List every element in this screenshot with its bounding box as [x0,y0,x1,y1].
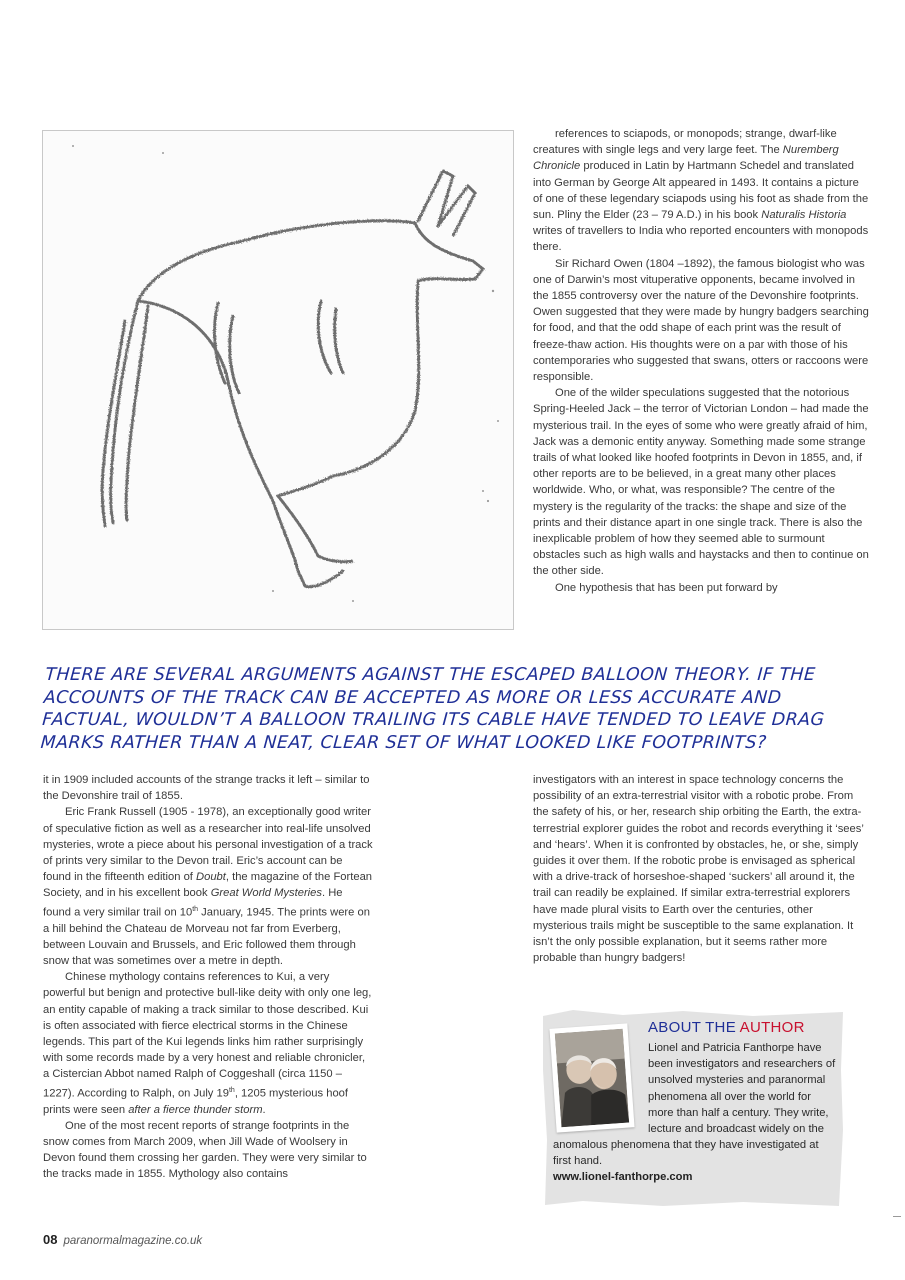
text-run: Naturalis Historia [761,209,847,222]
article-paragraph [43,969,373,1118]
text-run: Great World Mysteries [210,887,322,900]
article-paragraph [43,772,373,804]
article-paragraph [43,804,373,969]
text-run: Doubt [196,871,226,884]
heading-part1: ABOUT THE [648,1019,740,1036]
text-run: January, 1945. The prints were on a hill behind the Chateau de Morveau not far from Everberg, between Louvain and Brussels, and Eric followed them through snow that was sometimes over a metre in depth. [43,906,370,967]
article-paragraph [533,772,869,966]
article-paragraph [533,580,869,596]
author-website-link[interactable]: www.lionel-fanthorpe.com [553,1171,693,1183]
article-column-bottom-left [43,772,373,1183]
pull-quote: THERE ARE SEVERAL ARGUMENTS AGAINST THE ESCAPED BALLOON THEORY. IF THE ACCOUNTS OF THE TRACK CAN BE ACCEPTED AS MORE OR LESS ACCURATE AND FACTUAL, WOULDN’T A BALLOON TRAILING ITS CABLE HAVE TENDED TO LEAVE DRAG MARKS RATHER THAN A NEAT, CLEAR SET OF WHAT LOOKED LIKE FOOTPRINTS? [39,665,826,753]
kui-beast-sketch-icon [43,131,513,629]
text-run: One of the wilder speculations suggested that the notorious Spring-Heeled Jack – the terror of Victorian London – had made the mysterious trail. In the eyes of some who were greatly afraid of him, Jack was a demonic entity anyway. Something made some strange trails of what looked like hoofed footprints in Devon in 1855, and, if other reports are to be believed, in a great many other places worldwide. Who, or what, was responsible? The centre of the mystery is the regularity of the tracks: the shape and size of the prints and their distance apart in one single track. There is also the inexplicable problem of how they seemed able to surmount obstacles such as high walls and haystacks and then to continue on the other side. [533,387,869,578]
text-run: , 1205 mysterious hoof prints were seen [43,1087,348,1116]
text-run: after a fierce thunder storm [128,1103,263,1116]
author-bio [553,1040,838,1170]
text-run: , the magazine of the Fortean Society, and in his excellent book [43,871,373,900]
text-run: th [192,905,199,913]
footer-site[interactable]: paranormalmagazine.co.uk [63,1235,203,1247]
text-run: Nuremberg Chronicle [533,144,839,173]
text-run: . [262,1103,266,1116]
article-paragraph [43,1118,373,1183]
text-run: th [228,1086,235,1094]
article-column-top-right [533,126,869,596]
heading-part2: AUTHOR [739,1019,805,1036]
text-run: One of the most recent reports of strange footprints in the snow comes from March 2009, when Jill Wade of Woolsery in Devon found them crossing her garden. They were very similar to the tracks made in 1855. Mythology also contains [43,1119,367,1181]
page-footer [43,1232,202,1247]
text-run: it in 1909 included accounts of the strange tracks it left – similar to the Devonshire trail of 1855. [43,774,370,803]
kui-illustration [42,130,514,630]
text-run: Sir Richard Owen (1804 –1892), the famous biologist who was one of Darwin’s most vituperative opponents, became involved in the 1855 controversy over the nature of the Devonshire footprints. Owen suggested that they were made by hungry badgers searching for food, and that the odd shape of each print was the result of freeze-thaw action. His thoughts were on a par with those of his contemporaries who suggested that swans, otters or raccoons were responsible. [533,257,869,384]
article-paragraph [533,385,869,579]
author-bio-text: Lionel and Patricia Fanthorpe have been investigators and researchers of unsolved mysteries and paranormal phenomena all over the world for more than half a century. They write, lecture and broadcast widely on the anomalous phenomena that they have investigated at first hand. [553,1042,836,1168]
text-run: One hypothesis that has been put forward by [555,581,778,594]
article-paragraph [533,256,869,386]
text-run: Eric Frank Russell (1905 - 1978), an exceptionally good writer of speculative fiction as well as a researcher into real-life unsolved mysteries, wrote a piece about his personal investigation of a track of prints very similar to the Devon trail. Eric’s account can be found in the fifteenth edition of [43,806,373,884]
article-paragraph [533,126,869,256]
text-run: writes of travellers to India who reported encounters with monopods there. [533,225,869,254]
edge-mark [893,1216,901,1217]
text-run: investigators with an interest in space technology concerns the possibility of an extra-terrestrial visitor with a robotic probe. From the safety of his, or her, research ship orbiting the Earth, the extra-terrestrial explorer guides the robot and records everything it ‘sees’ and ‘hears’. When it is confronted by obstacles, he, or she, simply guides it over them. If the robotic probe is envisaged as spherical with a drive-track of horseshoe-shaped ‘suckers’ all around it, the trail can readily be explained. If similar extra-terrestrial explorers have made plural visits to Earth over the centuries, other mysterious trails might be susceptible to the same explanation. It isn’t the only possible explanation, but it seems rather more probable than hungry badgers! [533,774,864,965]
about-author-heading [648,1019,805,1036]
text-run: . He found a very similar trail on 10 [43,887,343,919]
text-run: Chinese mythology contains references to Kui, a very powerful but benign and protective bull-like deity with only one leg, an entity capable of making a track similar to those described. Kui is often associated with fierce electrical storms in the Chinese legends. This part of the Kui legends links him rather surprisingly with some records made by a very honest and reliable chronicler, a Cistercian Abbot named Ralph of Coggeshall (circa 1150 – 1227). According to Ralph, on July 19 [43,971,372,1100]
page-number: 08 [43,1232,58,1247]
text-run: references to sciapods, or monopods; strange, dwarf-like creatures with single legs and very large feet. The [533,128,837,157]
article-column-bottom-right [533,772,869,966]
text-run: produced in Latin by Hartmann Schedel and translated into German by George Alt appeared in 1493. It contains a picture of one of these legendary sciapods using his foot as shade from the sun. Pliny the Elder (23 – 79 A.D.) in his book [533,160,869,222]
